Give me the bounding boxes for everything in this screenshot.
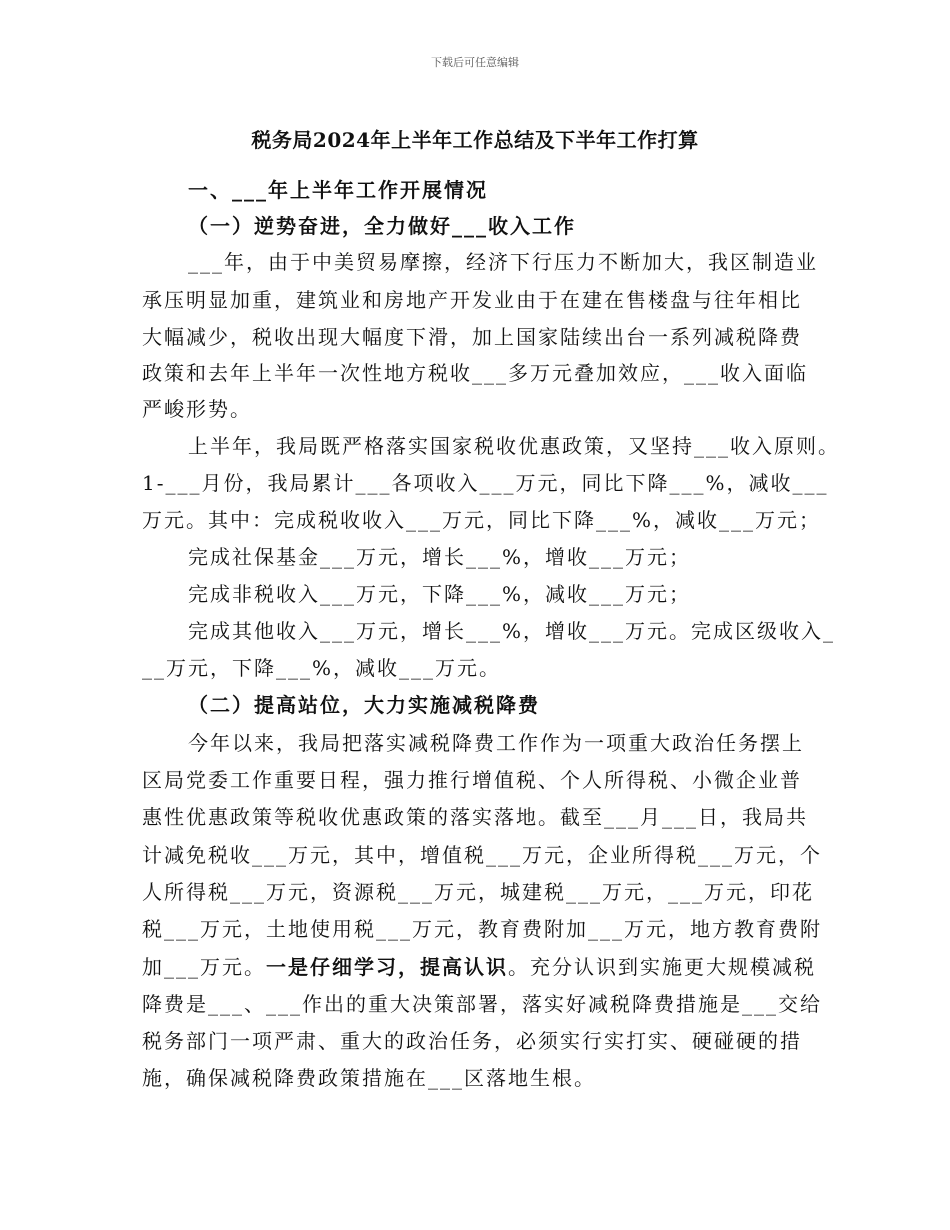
doc-line xyxy=(142,994,822,1014)
line-text: 计减免税收___万元，其中，增值税___万元，企业所得税___万元，个 xyxy=(142,843,822,867)
line-text: 政策和去年上半年一次性地方税收___多万元叠加效应，___收入面临 xyxy=(142,361,808,385)
doc-line xyxy=(142,290,802,310)
line-text: 承压明显加重，建筑业和房地产开发业由于在建在售楼盘与往年相比 xyxy=(142,288,802,312)
doc-line-heading-1 xyxy=(188,180,488,200)
doc-line-subheading-2 xyxy=(188,695,540,715)
line-text: 区局党委工作重要日程，强力推行增值税、个人所得税、小微企业普 xyxy=(142,768,802,792)
doc-line xyxy=(142,807,808,827)
doc-line xyxy=(142,919,822,939)
line-text: 1-___月份，我局累计___各项收入___万元，同比下降___%，减收___ xyxy=(142,471,829,495)
line-text: __万元，下降___%，减收___万元。 xyxy=(142,656,502,680)
doc-line xyxy=(142,1068,596,1088)
line-text: 加___万元。 xyxy=(142,955,266,979)
line-text: 完成其他收入___万元，增长___%，增收___万元。完成区级收入_ xyxy=(188,619,836,643)
doc-line xyxy=(142,363,808,383)
doc-line xyxy=(142,510,821,530)
line-text: 完成非税收入___万元，下降___%，减收___万元； xyxy=(188,582,692,606)
doc-line xyxy=(188,436,840,456)
line-text: 上半年，我局既严格落实国家税收优惠政策，又坚持___收入原则。 xyxy=(188,434,840,458)
doc-line xyxy=(188,584,691,604)
line-text: ___年，由于中美贸易摩擦，经济下行压力不断加大，我区制造业 xyxy=(188,250,818,274)
doc-line-subheading-1 xyxy=(188,216,576,236)
line-text: 万元。其中：完成税收收入___万元，同比下降___%，减收___万元； xyxy=(142,508,822,532)
line-text: 今年以来，我局把落实减税降费工作作为一项重大政治任务摆上 xyxy=(188,731,804,755)
line-text-bold: 一是仔细学习，提高认识 xyxy=(266,955,508,979)
subheading-text: （一）逆势奋进，全力做好___收入工作 xyxy=(188,214,576,238)
doc-line xyxy=(142,882,814,902)
line-text: 完成社保基金___万元，增长___%，增收___万元； xyxy=(188,545,692,569)
line-text: 施，确保减税降费政策措施在___区落地生根。 xyxy=(142,1066,596,1090)
doc-line xyxy=(142,327,802,347)
doc-line xyxy=(188,547,691,567)
doc-line xyxy=(142,957,816,977)
doc-line xyxy=(188,733,804,753)
line-text: 人所得税___万元，资源税___万元，城建税___万元，___万元，印花 xyxy=(142,880,814,904)
line-text: 大幅减少，税收出现大幅度下滑，加上国家陆续出台一系列减税降费 xyxy=(142,325,802,349)
heading-text: 一、___年上半年工作开展情况 xyxy=(188,178,488,202)
line-text: 税务部门一项严肃、重大的政治任务，必须实行实打实、硬碰硬的措 xyxy=(142,1029,802,1053)
doc-line xyxy=(188,621,835,641)
doc-line xyxy=(142,845,822,865)
line-text: 。充分认识到实施更大规模减税 xyxy=(508,955,816,979)
document-title: 税务局2024年上半年工作总结及下半年工作打算 xyxy=(251,128,699,152)
subheading-text: （二）提高站位，大力实施减税降费 xyxy=(188,693,540,717)
doc-line xyxy=(142,473,829,493)
doc-line xyxy=(142,658,501,678)
line-text: 税___万元，土地使用税___万元，教育费附加___万元，地方教育费附 xyxy=(142,917,822,941)
doc-line xyxy=(142,1031,802,1051)
line-text: 降费是___、___作出的重大决策部署，落实好减税降费措施是___交给 xyxy=(142,992,822,1016)
line-text: 严峻形势。 xyxy=(142,397,252,421)
line-text: 惠性优惠政策等税收优惠政策的落实落地。截至___月___日，我局共 xyxy=(142,805,808,829)
doc-line xyxy=(142,399,252,419)
header-note: 下载后可任意编辑 xyxy=(431,56,519,69)
doc-line xyxy=(142,770,802,790)
doc-line xyxy=(188,252,818,272)
